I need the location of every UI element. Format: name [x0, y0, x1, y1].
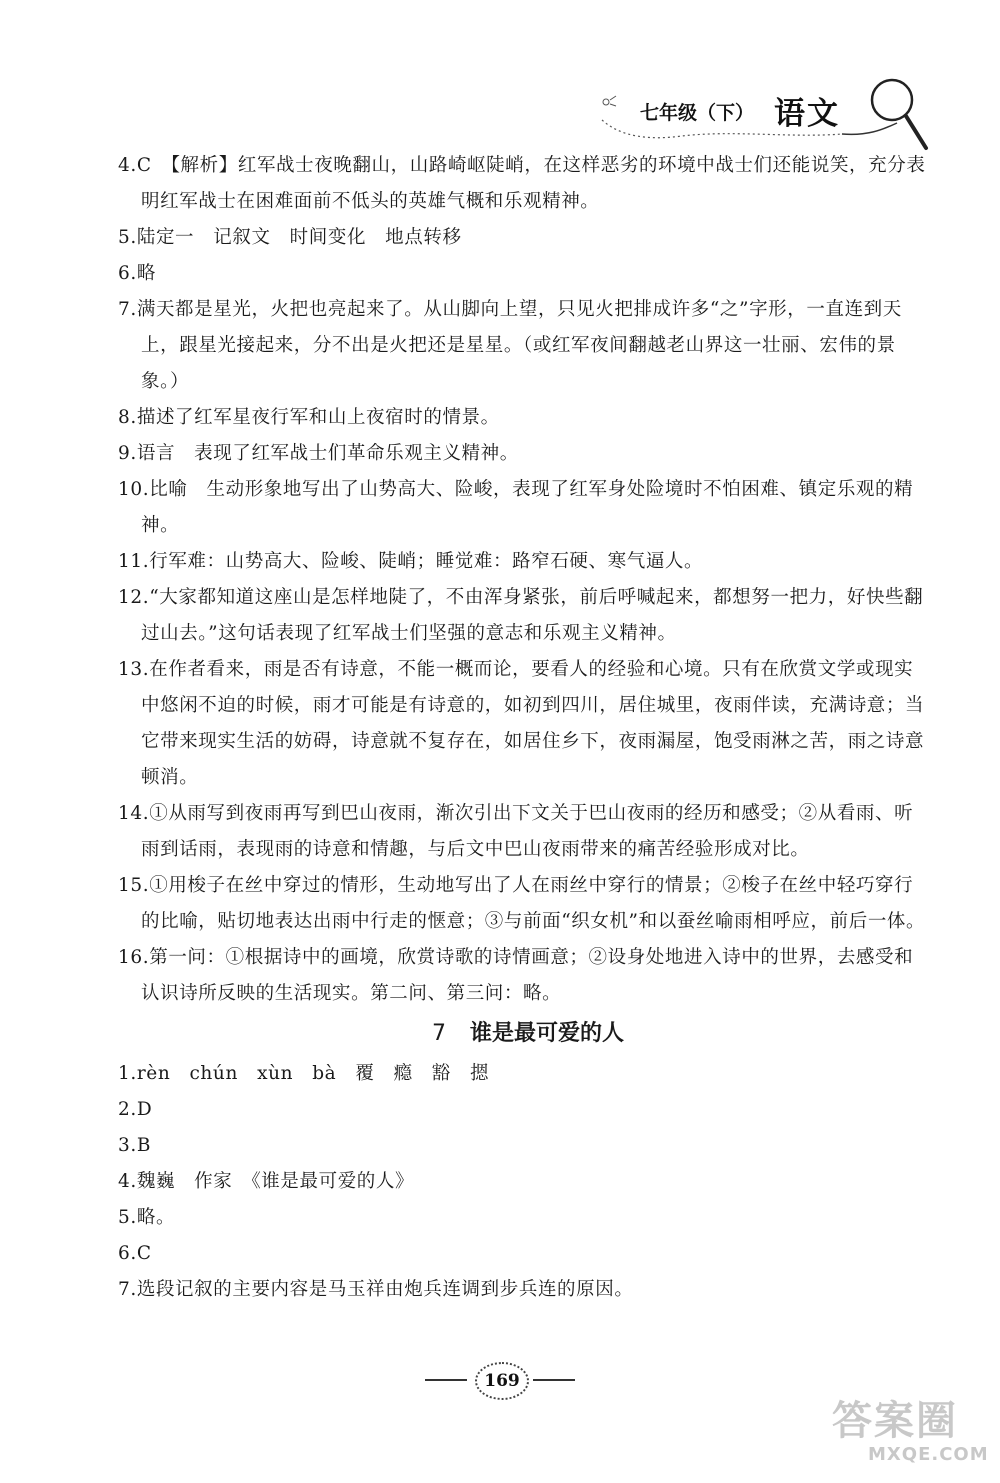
footer-rule-right [533, 1379, 575, 1381]
section-number: 7 [431, 1021, 446, 1046]
page-header [592, 78, 932, 158]
answer-item: 6.略 [118, 263, 156, 284]
answer-item: 11.行军难：山势高大、险峻、陡峭；睡觉难：路窄石硬、寒气逼人。 [118, 551, 704, 572]
section-heading [118, 1012, 928, 1056]
answer-item: 12.“大家都知道这座山是怎样地陡了，不由浑身紧张，前后呼喊起来，都想努一把力，好快些翻过山去。”这句话表现了红军战士们坚强的意志和乐观主义精神。 [118, 587, 924, 644]
answer-item: 13.在作者看来，雨是否有诗意，不能一概而论，要看人的经验和心境。只有在欣赏文学或现实中悠闲不迫的时候，雨才可能是有诗意的，如初到四川，居住城里，夜雨伴读，充满诗意；当它带来现实生活的妨碍，诗意就不复存在，如居住乡下，夜雨漏屋，饱受雨淋之苦，雨之诗意顿消。 [118, 659, 925, 788]
answer-item: 14.①从雨写到夜雨再写到巴山夜雨，渐次引出下文关于巴山夜雨的经历和感受；②从看雨、听雨到话雨，表现雨的诗意和情趣，与后文中巴山夜雨带来的痛苦经验形成对比。 [118, 803, 914, 860]
answer-item: 8.描述了红军星夜行军和山上夜宿时的情景。 [118, 407, 500, 428]
answer-item: 5.陆定一 记叙文 时间变化 地点转移 [118, 227, 462, 248]
footer-rule-left [425, 1379, 467, 1381]
answer-item: 5.略。 [118, 1207, 176, 1228]
answer-item: 4.魏巍 作家 《谁是最可爱的人》 [118, 1171, 415, 1192]
answer-item: 6.C [118, 1243, 152, 1264]
answer-item: 1.rèn chún xùn bà 覆 瘾 豁 摁 [118, 1063, 490, 1084]
watermark-en: MXQE.COM [868, 1444, 989, 1465]
answer-item: 2.D [118, 1099, 153, 1120]
header-subject: 语文 [774, 96, 840, 132]
answer-item: 9.语言 表现了红军战士们革命乐观主义精神。 [118, 443, 519, 464]
answer-item: 16.第一问：①根据诗中的画境，欣赏诗歌的诗情画意；②设身处地进入诗中的世界，去感受和认识诗所反映的生活现实。第二问、第三问：略。 [118, 947, 914, 1004]
answer-item: 15.①用梭子在丝中穿过的情形，生动地写出了人在雨丝中穿行的情景；②梭子在丝中轻巧穿行的比喻，贴切地表达出雨中行走的惬意；③与前面“织女机”和以蚕丝喻雨相呼应，前后一体。 [118, 875, 926, 932]
section-title: 谁是最可爱的人 [469, 1021, 624, 1046]
answer-item: 7.选段记叙的主要内容是马玉祥由炮兵连调到步兵连的原因。 [118, 1279, 634, 1300]
watermark-logo [832, 1398, 992, 1478]
answer-item: 7.满天都是星光，火把也亮起来了。从山脚向上望，只见火把排成许多“之”字形，一直连到天上，跟星光接起来，分不出是火把还是星星。（或红军夜间翻越老山界这一壮丽、宏伟的景象。） [118, 299, 902, 392]
watermark-cn: 答案圈 [832, 1398, 958, 1444]
page-number: 169 [475, 1362, 529, 1400]
answer-item: 10.比喻 生动形象地写出了山势高大、险峻，表现了红军身处险境时不怕困难、镇定乐观的精神。 [118, 479, 914, 536]
page-footer [425, 1358, 575, 1402]
answer-item: 4.C 【解析】红军战士夜晚翻山，山路崎岖陡峭，在这样恶劣的环境中战士们还能说笑，充分表明红军战士在困难面前不低头的英雄气概和乐观精神。 [118, 155, 926, 212]
answer-item: 3.B [118, 1135, 152, 1156]
header-grade: 七年级（下） [640, 102, 755, 124]
answer-content [118, 148, 928, 1308]
